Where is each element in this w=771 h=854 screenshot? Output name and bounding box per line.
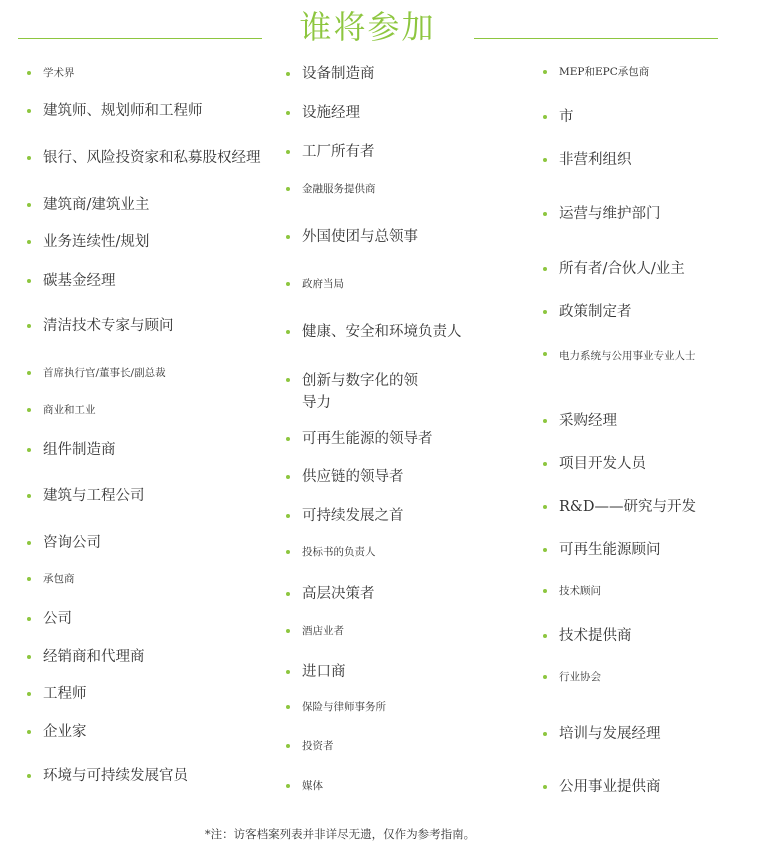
attendee-item-label: 咨询公司 — [43, 535, 101, 551]
attendee-item-label: 进口商 — [302, 664, 346, 680]
attendee-item-label: 碳基金经理 — [43, 273, 116, 289]
bullet-icon — [27, 774, 31, 778]
bullet-icon — [27, 71, 31, 75]
attendee-item — [27, 148, 261, 168]
footnote: *注：访客档案列表并非详尽无遗，仅作为参考指南。 — [204, 827, 476, 841]
bullet-icon — [27, 371, 31, 375]
attendee-item-label: 首席执行官/董事长/副总裁 — [43, 367, 166, 379]
attendee-item-label: 金融服务提供商 — [302, 183, 376, 195]
attendee-item — [543, 582, 601, 600]
bullet-icon — [543, 548, 547, 552]
attendee-item — [543, 724, 661, 744]
page-title: 谁将参加 — [299, 8, 436, 46]
attendee-item-label: 组件制造商 — [43, 442, 116, 458]
attendee-item-label: 工厂所有者 — [302, 144, 375, 160]
bullet-icon — [27, 156, 31, 160]
bullet-icon — [286, 330, 290, 334]
attendee-item — [543, 107, 574, 127]
attendee-item-label: 银行、风险投资家和私募股权经理 — [43, 150, 261, 166]
title-rule-left — [18, 38, 262, 39]
bullet-icon — [286, 670, 290, 674]
attendee-item-label: 保险与律师事务所 — [302, 701, 386, 713]
bullet-icon — [286, 72, 290, 76]
attendee-item-label: 设施经理 — [302, 105, 360, 121]
bullet-icon — [286, 150, 290, 154]
attendee-item — [286, 227, 418, 247]
attendee-item-label: MEP和EPC承包商 — [559, 66, 650, 78]
attendee-item-label: 技术提供商 — [559, 628, 632, 644]
attendee-item — [543, 668, 601, 686]
attendee-item-label: 工程师 — [43, 686, 87, 702]
attendee-item — [286, 543, 376, 561]
attendee-item — [543, 411, 617, 431]
attendee-item — [543, 63, 649, 81]
attendee-item-label: 商业和工业 — [43, 404, 96, 416]
attendee-item-label: 经销商和代理商 — [43, 649, 145, 665]
attendee-item-label: 设备制造商 — [302, 66, 375, 82]
attendee-item-label: 项目开发人员 — [559, 456, 646, 472]
attendee-item — [543, 777, 661, 797]
bullet-icon — [543, 634, 547, 638]
attendee-item-label: 行业协会 — [559, 671, 601, 683]
attendee-item — [286, 180, 376, 198]
attendee-item — [27, 364, 166, 382]
attendee-item-label: 供应链的领导者 — [302, 469, 404, 485]
attendee-item-label: 可再生能源顾问 — [559, 542, 661, 558]
attendee-item — [286, 737, 334, 755]
attendee-item — [286, 698, 386, 716]
attendee-item — [543, 204, 661, 224]
attendee-item-label: 创新与数字化的领导力 — [302, 373, 418, 411]
title-rule-right — [474, 38, 718, 39]
attendee-item — [27, 486, 145, 506]
bullet-icon — [286, 378, 290, 382]
attendee-item-label: 非营利组织 — [559, 152, 632, 168]
attendee-item-label: 业务连续性/规划 — [43, 234, 150, 250]
bullet-icon — [27, 655, 31, 659]
attendee-item — [286, 64, 375, 84]
attendee-item-label: 媒体 — [302, 780, 323, 792]
bullet-icon — [286, 235, 290, 239]
attendee-item-label: 市 — [559, 109, 574, 125]
bullet-icon — [27, 109, 31, 113]
bullet-icon — [286, 187, 290, 191]
attendee-item — [543, 345, 703, 367]
bullet-icon — [543, 70, 547, 74]
attendee-item — [27, 232, 149, 252]
attendee-item — [27, 647, 145, 667]
bullet-icon — [543, 732, 547, 736]
attendee-item-label: 公司 — [43, 611, 72, 627]
attendee-item — [286, 662, 346, 682]
bullet-icon — [543, 310, 547, 314]
bullet-icon — [543, 115, 547, 119]
attendee-item-label: 外国使团与总领事 — [302, 229, 418, 245]
attendee-item-label: 可再生能源的领导者 — [302, 431, 433, 447]
bullet-icon — [286, 592, 290, 596]
bullet-icon — [27, 577, 31, 581]
attendee-item-label: 环境与可持续发展官员 — [43, 768, 188, 784]
attendee-item-label: 采购经理 — [559, 413, 617, 429]
attendee-item-label: 电力系统与公用事业专业人士 — [559, 350, 696, 362]
attendee-item — [286, 622, 344, 640]
attendee-item-label: 建筑商/建筑业主 — [43, 197, 150, 213]
bullet-icon — [543, 267, 547, 271]
attendee-item — [27, 271, 116, 291]
attendee-item — [286, 777, 323, 795]
attendee-item-label: 技术顾问 — [559, 585, 601, 597]
attendee-item-label: R&D——研究与开发 — [559, 499, 696, 515]
bullet-icon — [286, 784, 290, 788]
attendee-item — [27, 533, 101, 553]
attendee-item — [27, 722, 87, 742]
attendee-item — [286, 506, 404, 526]
bullet-icon — [27, 730, 31, 734]
bullet-icon — [543, 589, 547, 593]
attendee-item-label: 清洁技术专家与顾问 — [43, 318, 174, 334]
attendee-item-label: 建筑与工程公司 — [43, 488, 145, 504]
bullet-icon — [286, 437, 290, 441]
attendee-item-label: 所有者/合伙人/业主 — [559, 261, 685, 277]
bullet-icon — [286, 282, 290, 286]
attendee-item-label: 高层决策者 — [302, 586, 375, 602]
attendee-item — [286, 467, 404, 487]
bullet-icon — [543, 158, 547, 162]
bullet-icon — [286, 111, 290, 115]
attendee-item — [286, 584, 375, 604]
attendee-item-label: 政策制定者 — [559, 304, 632, 320]
attendee-item-label: 健康、安全和环境负责人 — [302, 324, 462, 340]
attendee-item — [286, 429, 433, 449]
bullet-icon — [543, 505, 547, 509]
attendee-item-label: 学术界 — [43, 67, 75, 79]
attendee-item — [27, 64, 75, 82]
attendee-item — [27, 684, 87, 704]
attendee-item — [27, 766, 188, 786]
bullet-icon — [27, 240, 31, 244]
bullet-icon — [543, 785, 547, 789]
attendee-item-label: 建筑师、规划师和工程师 — [43, 103, 203, 119]
attendee-item-label: 政府当局 — [302, 278, 344, 290]
bullet-icon — [27, 279, 31, 283]
attendee-item — [286, 142, 375, 162]
bullet-icon — [286, 514, 290, 518]
bullet-icon — [543, 462, 547, 466]
bullet-icon — [286, 705, 290, 709]
bullet-icon — [27, 324, 31, 328]
bullet-icon — [543, 352, 547, 356]
attendee-item-label: 投资者 — [302, 740, 334, 752]
bullet-icon — [543, 419, 547, 423]
attendee-item — [543, 150, 632, 170]
attendee-item-label: 酒店业者 — [302, 625, 344, 637]
attendee-item — [543, 259, 685, 279]
bullet-icon — [286, 475, 290, 479]
attendee-item — [543, 540, 661, 560]
bullet-icon — [27, 448, 31, 452]
bullet-icon — [286, 550, 290, 554]
attendee-item-label: 运营与维护部门 — [559, 206, 661, 222]
attendee-item — [27, 609, 72, 629]
attendee-item — [286, 103, 360, 123]
bullet-icon — [27, 494, 31, 498]
attendee-item-label: 公用事业提供商 — [559, 779, 661, 795]
bullet-icon — [27, 617, 31, 621]
attendee-item — [286, 275, 344, 293]
bullet-icon — [27, 541, 31, 545]
bullet-icon — [27, 203, 31, 207]
attendee-item — [27, 316, 174, 336]
attendee-item — [27, 401, 96, 419]
attendee-item — [543, 454, 646, 474]
attendee-item-label: 企业家 — [43, 724, 87, 740]
attendee-item — [286, 322, 462, 342]
attendee-item-label: 投标书的负责人 — [302, 546, 376, 558]
bullet-icon — [286, 629, 290, 633]
attendee-item-label: 承包商 — [43, 573, 75, 585]
attendee-item — [286, 370, 421, 414]
attendee-item — [27, 195, 149, 215]
attendee-item-label: 培训与发展经理 — [559, 726, 661, 742]
bullet-icon — [543, 675, 547, 679]
bullet-icon — [543, 212, 547, 216]
attendee-item — [27, 440, 116, 460]
bullet-icon — [27, 408, 31, 412]
bullet-icon — [27, 692, 31, 696]
bullet-icon — [286, 744, 290, 748]
attendee-item — [543, 626, 632, 646]
attendee-item-label: 可持续发展之首 — [302, 508, 404, 524]
attendee-item — [543, 497, 696, 517]
attendee-item — [27, 101, 203, 121]
attendee-item — [543, 302, 632, 322]
attendee-item — [27, 570, 75, 588]
